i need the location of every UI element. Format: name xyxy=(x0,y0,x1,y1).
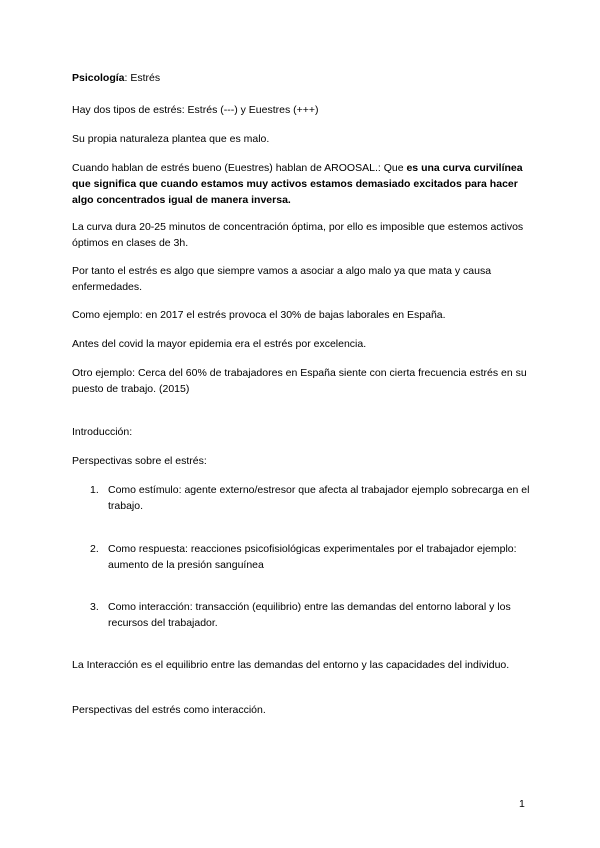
aroosal-normal-text: Cuando hablan de estrés bueno (Euestres) hablan de AROOSAL.: Que xyxy=(72,162,407,174)
title-rest: : Estrés xyxy=(124,72,161,84)
paragraph-aroosal xyxy=(72,160,528,208)
paragraph-ejemplo-2017: Como ejemplo: en 2017 el estrés provoca el 30% de bajas laborales en España. xyxy=(72,309,446,321)
paragraph-naturaleza: Su propia naturaleza plantea que es malo. xyxy=(72,133,270,145)
list-item-number: 2. xyxy=(90,543,99,555)
list-item xyxy=(90,541,530,573)
list-item xyxy=(90,599,530,631)
list-item-text: Como respuesta: reacciones psicofisiológicas experimentales por el trabajador ejemplo: aumento de la presión sanguínea xyxy=(108,543,517,571)
heading-introduccion: Introducción: xyxy=(72,426,133,438)
page-number: 1 xyxy=(519,798,525,810)
list-item-text: Como interacción: transacción (equilibrio) entre las demandas del entorno laboral y los recursos del trabajador. xyxy=(108,601,511,629)
title-subject: Psicología xyxy=(72,72,125,84)
aroosal-bold-text: es una curva curvilínea que significa que cuando estamos muy activos estamos demasiado excitados para hacer algo concentrados igual de manera inversa. xyxy=(72,162,523,206)
paragraph-ejemplo-2015: Otro ejemplo: Cerca del 60% de trabajadores en España siente con cierta frecuencia estrés en su puesto de trabajo. (2015) xyxy=(72,367,527,395)
paragraph-asociar: Por tanto el estrés es algo que siempre vamos a asociar a algo malo ya que mata y causa enfermedades. xyxy=(72,265,492,293)
paragraph-perspectivas-interaccion: Perspectivas del estrés como interacción. xyxy=(72,704,266,716)
list-item-number: 1. xyxy=(90,484,99,496)
list-item-number: 3. xyxy=(90,601,99,613)
heading-perspectivas: Perspectivas sobre el estrés: xyxy=(72,455,207,467)
paragraph-interaccion: La Interacción es el equilibrio entre las demandas del entorno y las capacidades del individuo. xyxy=(72,659,510,671)
list-item-text: Como estímulo: agente externo/estresor que afecta al trabajador ejemplo sobrecarga en el trabajo. xyxy=(108,484,530,512)
page-title xyxy=(72,70,528,86)
paragraph-tipos-estres: Hay dos tipos de estrés: Estrés (---) y Euestres (+++) xyxy=(72,104,319,116)
list-item xyxy=(90,482,530,514)
paragraph-curva: La curva dura 20-25 minutos de concentración óptima, por ello es imposible que estemos activos óptimos en clases de 3h. xyxy=(72,221,524,249)
paragraph-covid: Antes del covid la mayor epidemia era el estrés por excelencia. xyxy=(72,338,367,350)
